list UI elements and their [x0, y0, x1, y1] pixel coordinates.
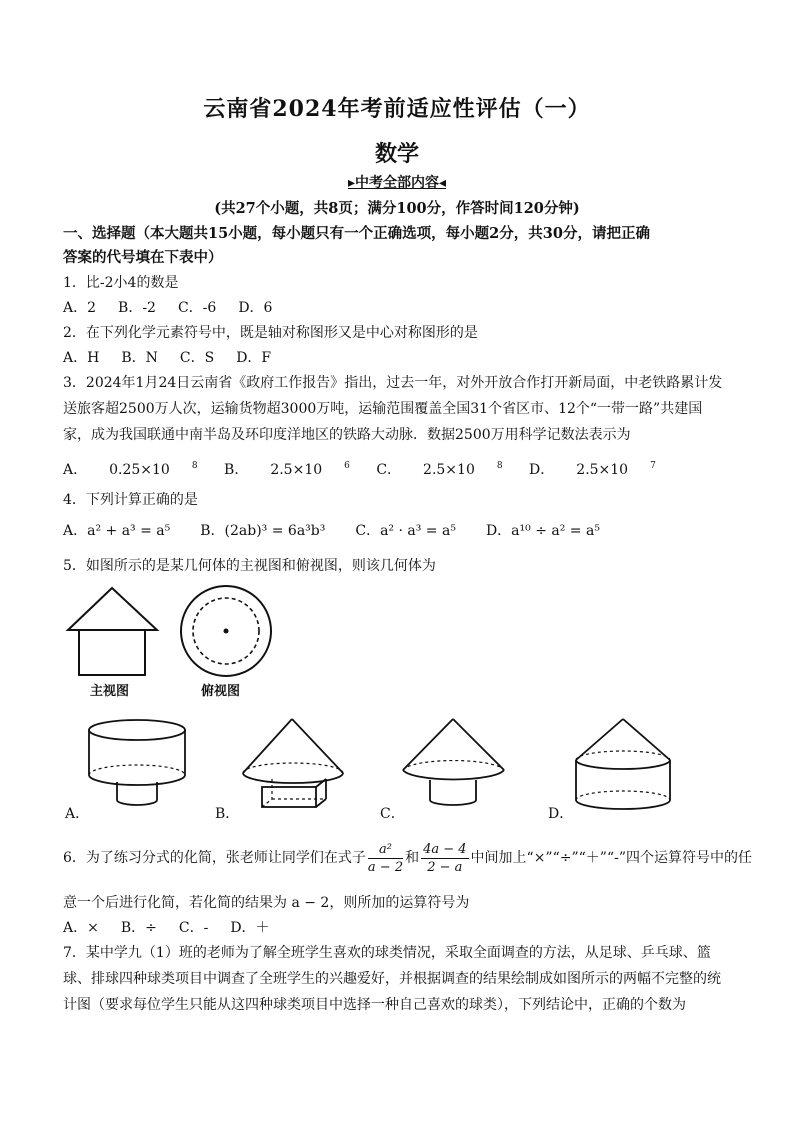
- question-7-line-1: 7．某中学九（1）班的老师为了解全班学生喜欢的球类情况，采取全面调查的方法，从足球、乒乓球、篮: [63, 945, 711, 961]
- top-view-figure: [176, 584, 276, 684]
- question-7-line-3: 计图（要求每位学生只能从这四种球类项目中选择一种自己喜欢的球类），下列结论中，正确的个数为: [63, 997, 686, 1013]
- section-heading: 一、选择题（本大题共15小题，每小题只有一个正确选项，每小题2分，共30分，请把正确 答案的代号填在下表中）: [63, 225, 650, 266]
- option-d-label: D．: [548, 806, 574, 822]
- option-a-solid: [85, 715, 195, 815]
- question-6-options: A．× B．÷ C．- D．＋: [63, 920, 270, 936]
- question-6-line-1: 6．为了练习分式的化简，张老师让同学们在式子 $\frac{\text{a²}}{a - 2}$ 和 $\frac{4a - 4}{2 - a}$ 中间加上“×”“÷”“＋”“-”四个运算符号中的任: [63, 841, 752, 875]
- option-c-label: C．: [380, 806, 405, 822]
- question-2-stem: 2．在下列化学元素符号中，既是轴对称图形又是中心对称图形的是: [63, 325, 478, 341]
- option-b-solid: [240, 715, 350, 815]
- question-4-stem: 4．下列计算正确的是: [63, 492, 198, 508]
- question-3-line-2: 送旅客超2500万人次，运输货物超3000万吨，运输范围覆盖全国31个省区市、12个“一带一路”共建国: [63, 401, 703, 417]
- question-1-stem: 1．比-2小4的数是: [63, 275, 179, 291]
- exam-info: (共27个小题，共8页；满分100分，作答时间120分钟): [214, 200, 580, 217]
- option-b-label: B．: [215, 806, 240, 822]
- question-3-line-1: 3．2024年1月24日云南省《政府工作报告》指出，过去一年，对外开放合作打开新局面，中老铁路累计发: [63, 375, 723, 391]
- question-3-line-3: 家，成为我国联通中南半岛及环印度洋地区的铁路大动脉．数据2500万用科学记数法表示为: [63, 427, 631, 443]
- question-3-options: A． 0.25×10 $^8$ B． 2.5×10 $^6$ C． 2.5×10 $^8$ D． 2.5×10 $^7$: [63, 461, 656, 478]
- front-view-label: 主视图: [90, 684, 130, 699]
- question-2-options: A．H B．N C．S D．F: [63, 350, 272, 366]
- question-5-stem: 5．如图所示的是某几何体的主视图和俯视图，则该几何体为: [63, 558, 436, 574]
- question-4-options: A．a² + a³ = a⁵ B．(2ab)³ = 6a³b³ C．a² · a³ = a⁵ D．a¹⁰ ÷ a² = a⁵: [63, 523, 600, 539]
- exam-title: 云南省2024年考前适应性评估（一）: [203, 96, 591, 122]
- option-d-solid: [570, 715, 680, 815]
- fraction-2: $\frac{4a - 4}{2 - a}$: [423, 841, 467, 875]
- option-a-label: A．: [65, 806, 90, 822]
- option-c-solid: [400, 715, 510, 815]
- scope-tag: ▸中考全部内容◂: [347, 175, 447, 191]
- question-6-line-2: 意一个后进行化简，若化简的结果为 a − 2，则所加的运算符号为: [63, 895, 470, 911]
- front-view-figure: [65, 585, 165, 680]
- question-1-options: A．2 B．-2 C．-6 D．6: [63, 300, 273, 316]
- fraction-1: $\frac{\text{a²}}{a - 2}$: [367, 841, 404, 875]
- subject-title: 数学: [374, 141, 419, 167]
- question-7-line-2: 球、排球四种球类项目中调查了全班学生的兴趣爱好，并根据调查的结果绘制成如图所示的两幅不完整的统: [63, 971, 721, 987]
- top-view-label: 俯视图: [201, 684, 241, 699]
